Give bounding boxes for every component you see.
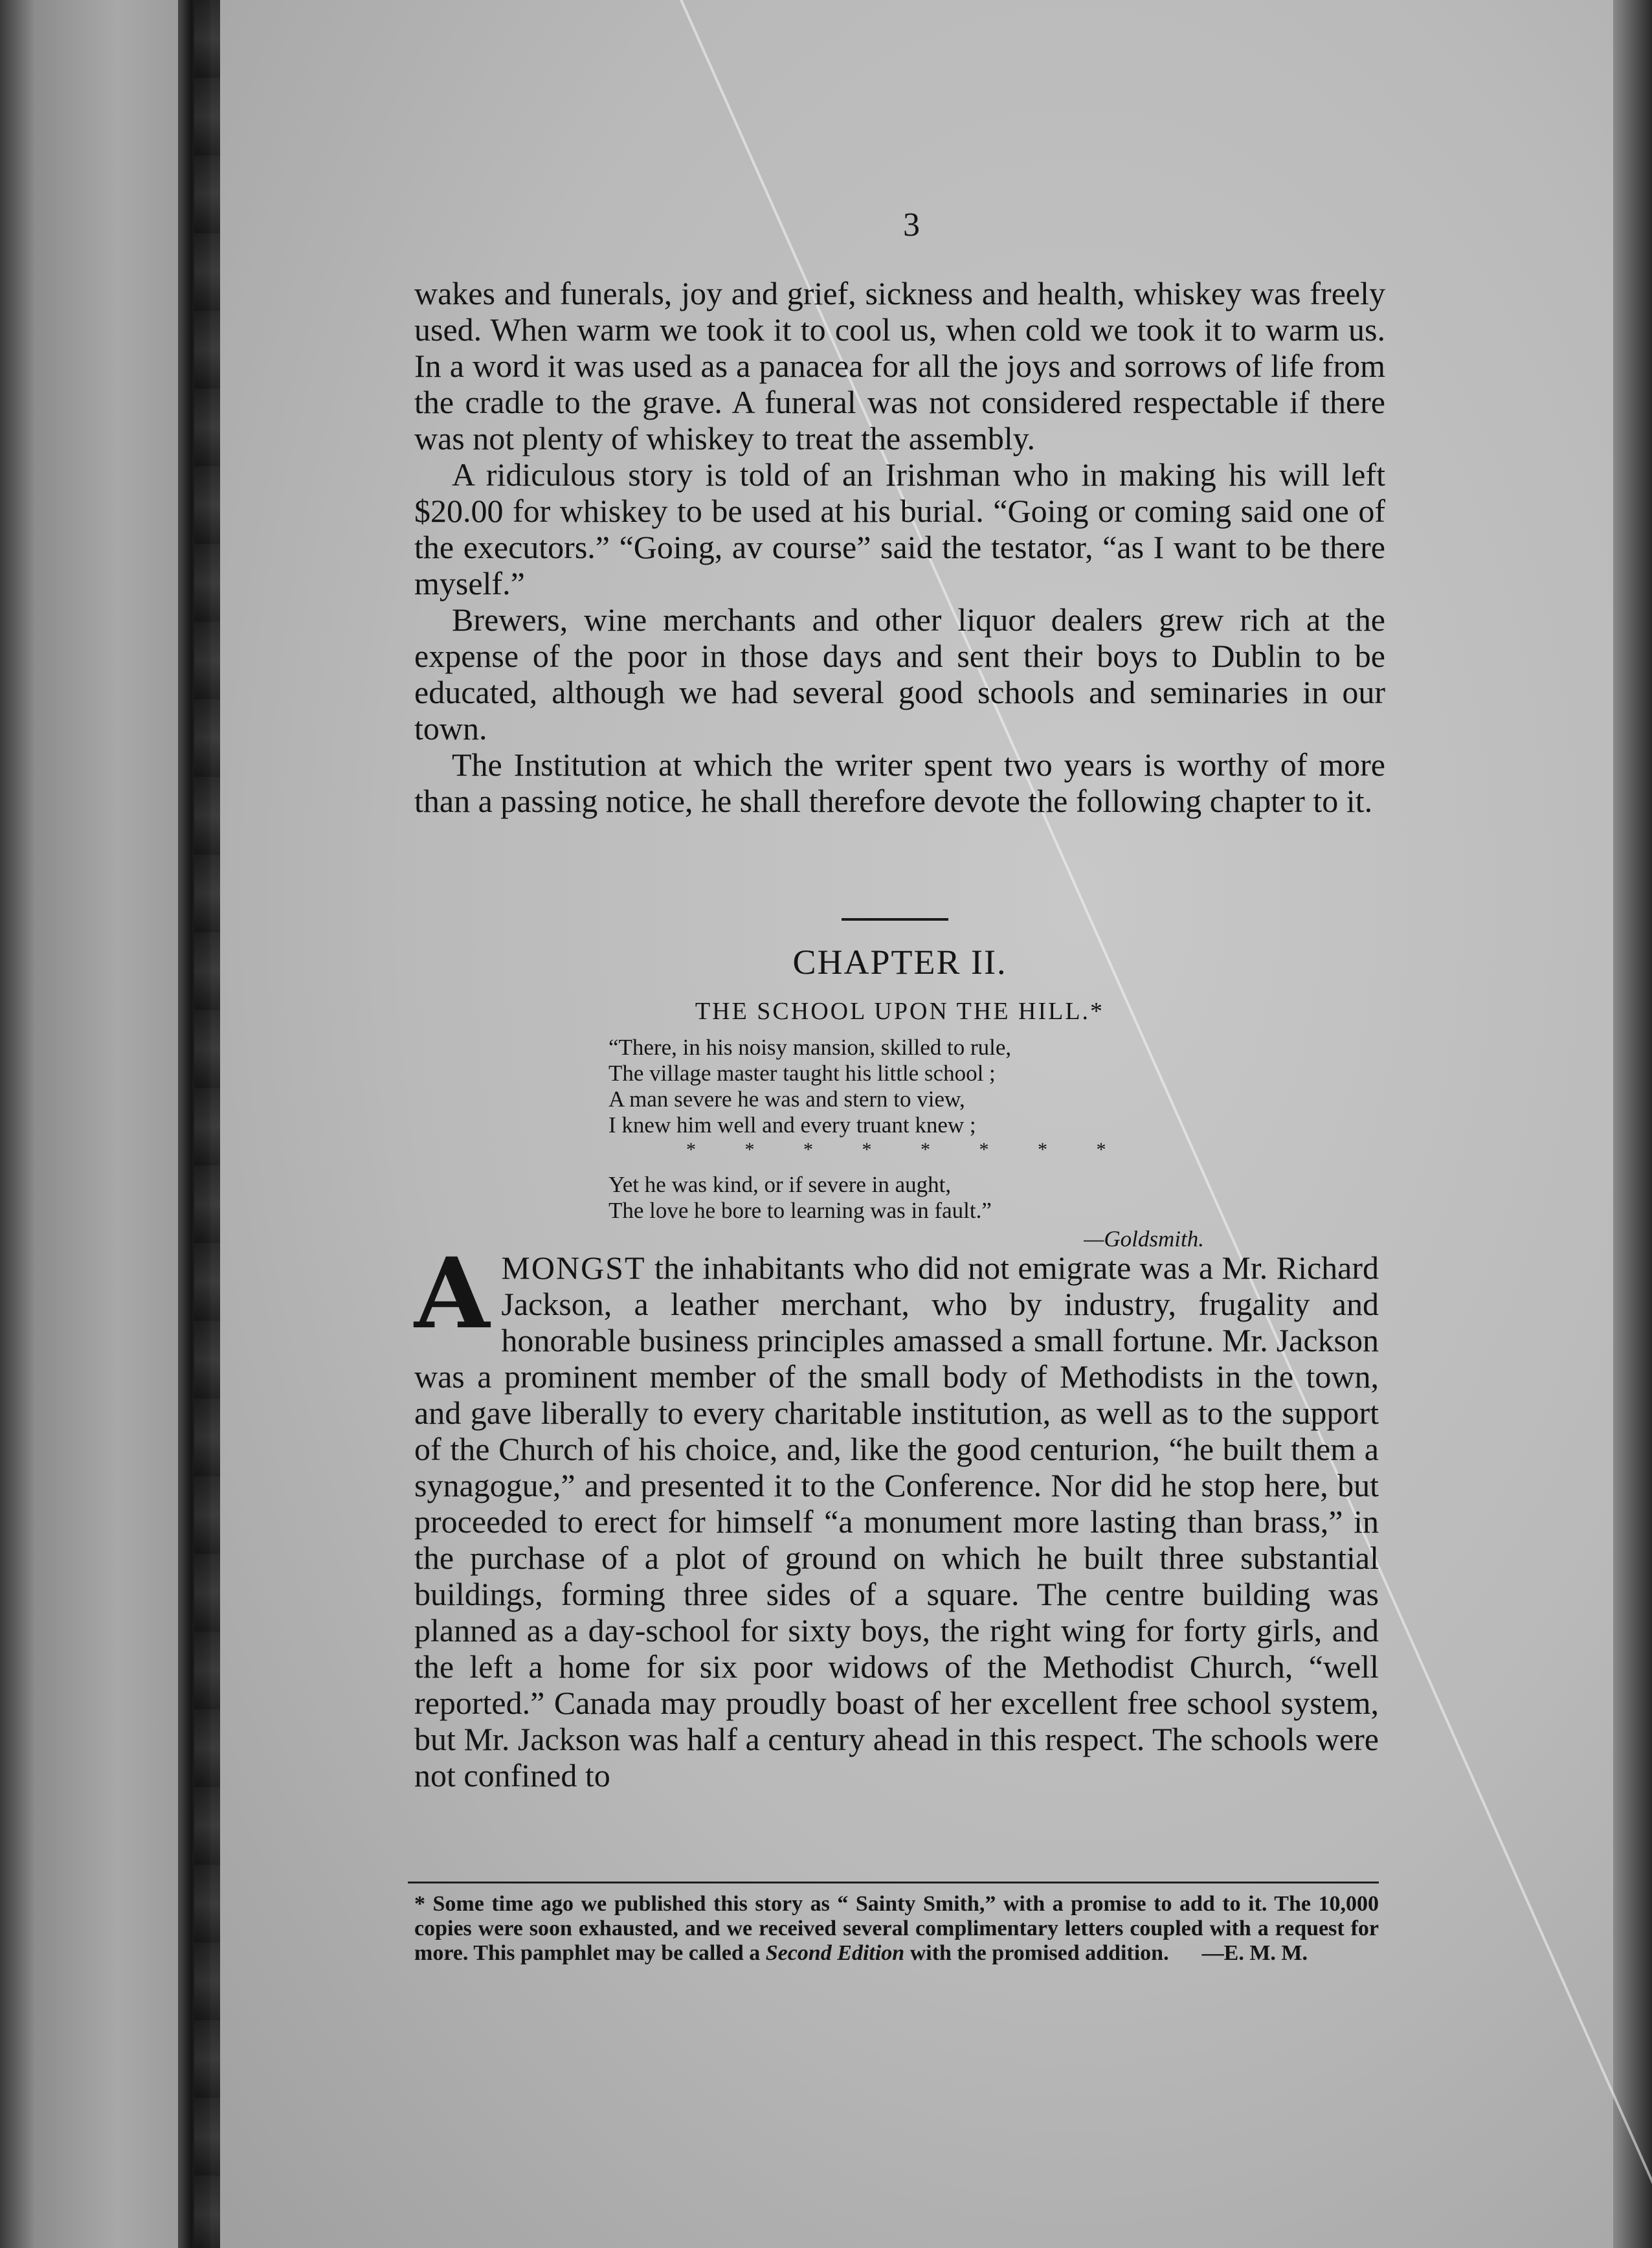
footnote-text: * Some time ago we published this story as “ Sainty Smith,” with a promise to add to it. The 10,000 copies were soon exhausted, and we received several complimentary letters coupled with a request for more. This pamphlet may be called a [414,1892,1379,1965]
opening-text [414,275,1385,819]
poem-line: I knew him well and every truant knew ; [608,1112,976,1138]
footnote-text-end: with the promised addition. [904,1941,1169,1965]
footnote-emphasis: Second Edition [765,1941,905,1965]
footnote-divider [408,1882,1379,1883]
section-divider [842,918,948,921]
paragraph: Brewers, wine merchants and other liquor dealers grew rich at the expense of the poor in those days and sent their boys to Dublin to be educated, although we had several good schools and seminaries in our town. [414,601,1385,747]
first-word: MONGST [501,1250,646,1286]
drop-cap-letter: A [414,1237,490,1351]
torn-spine [194,0,220,2248]
page-right-edge [1613,0,1652,2248]
paragraph: wakes and funerals, joy and grief, sickness and health, whiskey was freely used. When warm we took it to cool us, when cold we took it to warm us. In a word it was used as a panacea for all the joys and sorrows of life from the cradle to the grave. A funeral was not considered respectable if there was not plenty of whiskey to treat the assembly. [414,275,1385,456]
poem-gap [608,1162,1321,1172]
poem-line: “There, in his noisy mansion, skilled to rule, [608,1035,1012,1060]
poem-attribution: —Goldsmith. [1084,1226,1204,1252]
poem-line: The village master taught his little school ; [608,1061,996,1086]
paragraph: A ridiculous story is told of an Irishman who in making his will left $20.00 for whiskey to be used at his burial. “Going or coming said one of the executors.” “Going, av course” said the testator, “as I want to be there myself.” [414,456,1385,601]
poem-line: A man severe he was and stern to view, [608,1086,965,1112]
poem-line: Yet he was kind, or if severe in aught, [608,1172,952,1197]
chapter-subtitle: THE SCHOOL UPON THE HILL.* [695,998,1105,1025]
footnote [414,1892,1379,1966]
chapter-title: CHAPTER II. [792,943,1007,982]
poem-line: The love he bore to learning was in fault.” [608,1198,992,1223]
page-number: 3 [903,207,920,243]
footnote-signature: —E. M. M. [1201,1941,1308,1965]
left-cover-edge [0,0,194,2248]
poem-ellipsis-stars: * * * * * * * * [686,1139,1128,1160]
paragraph: The Institution at which the writer spent two years is worthy of more than a passing notice, he shall therefore devote the following chapter to it. [414,747,1385,819]
chapter-paragraph: the inhabitants who did not emigrate was a Mr. Richard Jackson, a leather merchant, who by industry, frugality and honorable business principles amassed a small fortune. Mr. Jackson was a prominent member of the small body of Methodists in the town, and gave liberally to every charitable institution, as well as to the support of the Church of his choice, and, like the good centurion, “he built them a synagogue,” and presented it to the Conference. Nor did he stop here, but proceeded to erect for himself “a monument more lasting than brass,” in the purchase of a plot of ground on which he built three substantial buildings, forming three sides of a square. The centre building was planned as a day-school for sixty boys, the right wing for forty girls, and the left a home for six poor widows of the Methodist Church, “well reported.” Canada may proudly boast of her excellent free school system, but Mr. Jackson was half a century ahead in this respect. The schools were not confined to [414,1250,1379,1793]
epigraph-poem [608,1035,1321,1252]
